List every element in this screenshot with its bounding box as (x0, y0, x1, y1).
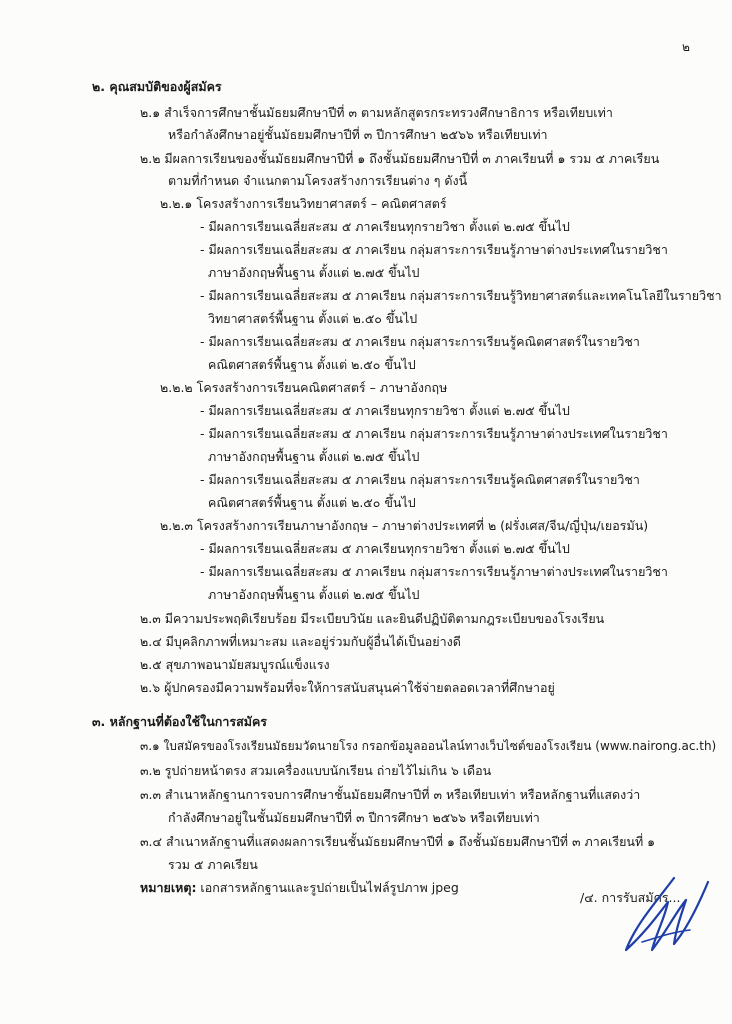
item-3-3-line2: กำลังศึกษาอยู่ในชั้นมัธยมศึกษาปีที่ ๓ ปีการศึกษา ๒๕๖๖ หรือเทียบเท่า (168, 810, 540, 825)
item-2-4: ๒.๔ มีบุคลิกภาพที่เหมาะสม และอยู่ร่วมกับผู้อื่นได้เป็นอย่างดี (140, 634, 461, 649)
item-3-2: ๓.๒ รูปถ่ายหน้าตรง สวมเครื่องแบบนักเรียน ถ่ายไว้ไม่เกิน ๖ เดือน (140, 763, 492, 778)
sub-2-2-1-bullet3a: - มีผลการเรียนเฉลี่ยสะสม ๕ ภาคเรียน กลุ่มสาระการเรียนรู้วิทยาศาสตร์และเทคโนโลยีในรายวิชา (200, 288, 722, 303)
item-2-3: ๒.๓ มีความประพฤติเรียบร้อย มีระเบียบวินัย และยินดีปฏิบัติตามกฎระเบียบของโรงเรียน (140, 611, 605, 626)
section-3-heading: ๓. หลักฐานที่ต้องใช้ในการสมัคร (92, 714, 268, 729)
item-2-5: ๒.๕ สุขภาพอนามัยสมบูรณ์แข็งแรง (140, 657, 330, 672)
item-3-3-line1: ๓.๓ สำเนาหลักฐานการจบการศึกษาชั้นมัธยมศึกษาปีที่ ๓ หรือเทียบเท่า หรือหลักฐานที่แสดงว่า (140, 787, 641, 802)
item-3-4-line2: รวม ๕ ภาคเรียน (168, 857, 258, 872)
sub-2-2-3-bullet2b: ภาษาอังกฤษพื้นฐาน ตั้งแต่ ๒.๗๕ ขึ้นไป (208, 587, 420, 602)
sub-2-2-1-bullet4b: คณิตศาสตร์พื้นฐาน ตั้งแต่ ๒.๕๐ ขึ้นไป (208, 357, 416, 372)
sub-2-2-2-bullet3b: คณิตศาสตร์พื้นฐาน ตั้งแต่ ๒.๕๐ ขึ้นไป (208, 495, 416, 510)
item-3-1: ๓.๑ ใบสมัครของโรงเรียนมัธยมวัดนายโรง กรอกข้อมูลออนไลน์ทางเว็บไซต์ของโรงเรียน (www.nairong.ac.th) (140, 739, 717, 753)
sub-2-2-3-bullet1: - มีผลการเรียนเฉลี่ยสะสม ๕ ภาคเรียนทุกรายวิชา ตั้งแต่ ๒.๗๕ ขึ้นไป (200, 541, 570, 556)
sub-2-2-2-bullet2b: ภาษาอังกฤษพื้นฐาน ตั้งแต่ ๒.๗๕ ขึ้นไป (208, 449, 420, 464)
note-line (140, 881, 459, 895)
sub-2-2-1-bullet2b: ภาษาอังกฤษพื้นฐาน ตั้งแต่ ๒.๗๕ ขึ้นไป (208, 265, 420, 280)
sub-2-2-2-title: ๒.๒.๒ โครงสร้างการเรียนคณิตศาสตร์ – ภาษาอังกฤษ (160, 380, 448, 395)
item-2-1-line1: ๒.๑ สำเร็จการศึกษาชั้นมัธยมศึกษาปีที่ ๓ ตามหลักสูตรกระทรวงศึกษาธิการ หรือเทียบเท่า (140, 105, 613, 120)
section-2-heading: ๒. คุณสมบัติของผู้สมัคร (92, 79, 222, 94)
sub-2-2-1-title: ๒.๒.๑ โครงสร้างการเรียนวิทยาศาสตร์ – คณิตศาสตร์ (160, 196, 447, 211)
page-number: ๒ (682, 40, 690, 54)
item-2-1-line2: หรือกำลังศึกษาอยู่ชั้นมัธยมศึกษาปีที่ ๓ ปีการศึกษา ๒๕๖๖ หรือเทียบเท่า (168, 127, 548, 142)
sub-2-2-3-bullet2a: - มีผลการเรียนเฉลี่ยสะสม ๕ ภาคเรียน กลุ่มสาระการเรียนรู้ภาษาต่างประเทศในรายวิชา (200, 564, 668, 579)
sub-2-2-3-title: ๒.๒.๓ โครงสร้างการเรียนภาษาอังกฤษ – ภาษาต่างประเทศที่ ๒ (ฝรั่งเศส/จีน/ญี่ปุ่น/เยอรมัน) (160, 518, 649, 533)
sub-2-2-1-bullet4a: - มีผลการเรียนเฉลี่ยสะสม ๕ ภาคเรียน กลุ่มสาระการเรียนรู้คณิตศาสตร์ในรายวิชา (200, 334, 640, 349)
signature-icon (616, 872, 716, 962)
continuation-text: /๔. การรับสมัคร... (580, 890, 681, 905)
item-3-4-line1: ๓.๔ สำเนาหลักฐานที่แสดงผลการเรียนชั้นมัธยมศึกษาปีที่ ๑ ถึงชั้นมัธยมศึกษาปีที่ ๓ ภาคเรียนที่ ๑ (140, 834, 656, 849)
note-text: เอกสารหลักฐานและรูปถ่ายเป็นไฟล์รูปภาพ jpeg (196, 880, 459, 895)
item-2-2-line2: ตามที่กำหนด จำแนกตามโครงสร้างการเรียนต่าง ๆ ดังนี้ (168, 173, 468, 188)
sub-2-2-2-bullet2a: - มีผลการเรียนเฉลี่ยสะสม ๕ ภาคเรียน กลุ่มสาระการเรียนรู้ภาษาต่างประเทศในรายวิชา (200, 426, 668, 441)
sub-2-2-2-bullet3a: - มีผลการเรียนเฉลี่ยสะสม ๕ ภาคเรียน กลุ่มสาระการเรียนรู้คณิตศาสตร์ในรายวิชา (200, 472, 640, 487)
item-2-6: ๒.๖ ผู้ปกครองมีความพร้อมที่จะให้การสนับสนุนค่าใช้จ่ายตลอดเวลาที่ศึกษาอยู่ (140, 680, 555, 695)
sub-2-2-1-bullet1: - มีผลการเรียนเฉลี่ยสะสม ๕ ภาคเรียนทุกรายวิชา ตั้งแต่ ๒.๗๕ ขึ้นไป (200, 219, 570, 234)
sub-2-2-1-bullet3b: วิทยาศาสตร์พื้นฐาน ตั้งแต่ ๒.๕๐ ขึ้นไป (208, 311, 418, 326)
sub-2-2-1-bullet2a: - มีผลการเรียนเฉลี่ยสะสม ๕ ภาคเรียน กลุ่มสาระการเรียนรู้ภาษาต่างประเทศในรายวิชา (200, 242, 668, 257)
sub-2-2-2-bullet1: - มีผลการเรียนเฉลี่ยสะสม ๕ ภาคเรียนทุกรายวิชา ตั้งแต่ ๒.๗๕ ขึ้นไป (200, 403, 570, 418)
item-2-2-line1: ๒.๒ มีผลการเรียนของชั้นมัธยมศึกษาปีที่ ๑ ถึงชั้นมัธยมศึกษาปีที่ ๓ ภาคเรียนที่ ๑ รวม ๕ ภาคเรียน (140, 151, 660, 166)
note-label: หมายเหตุ: (140, 880, 197, 895)
